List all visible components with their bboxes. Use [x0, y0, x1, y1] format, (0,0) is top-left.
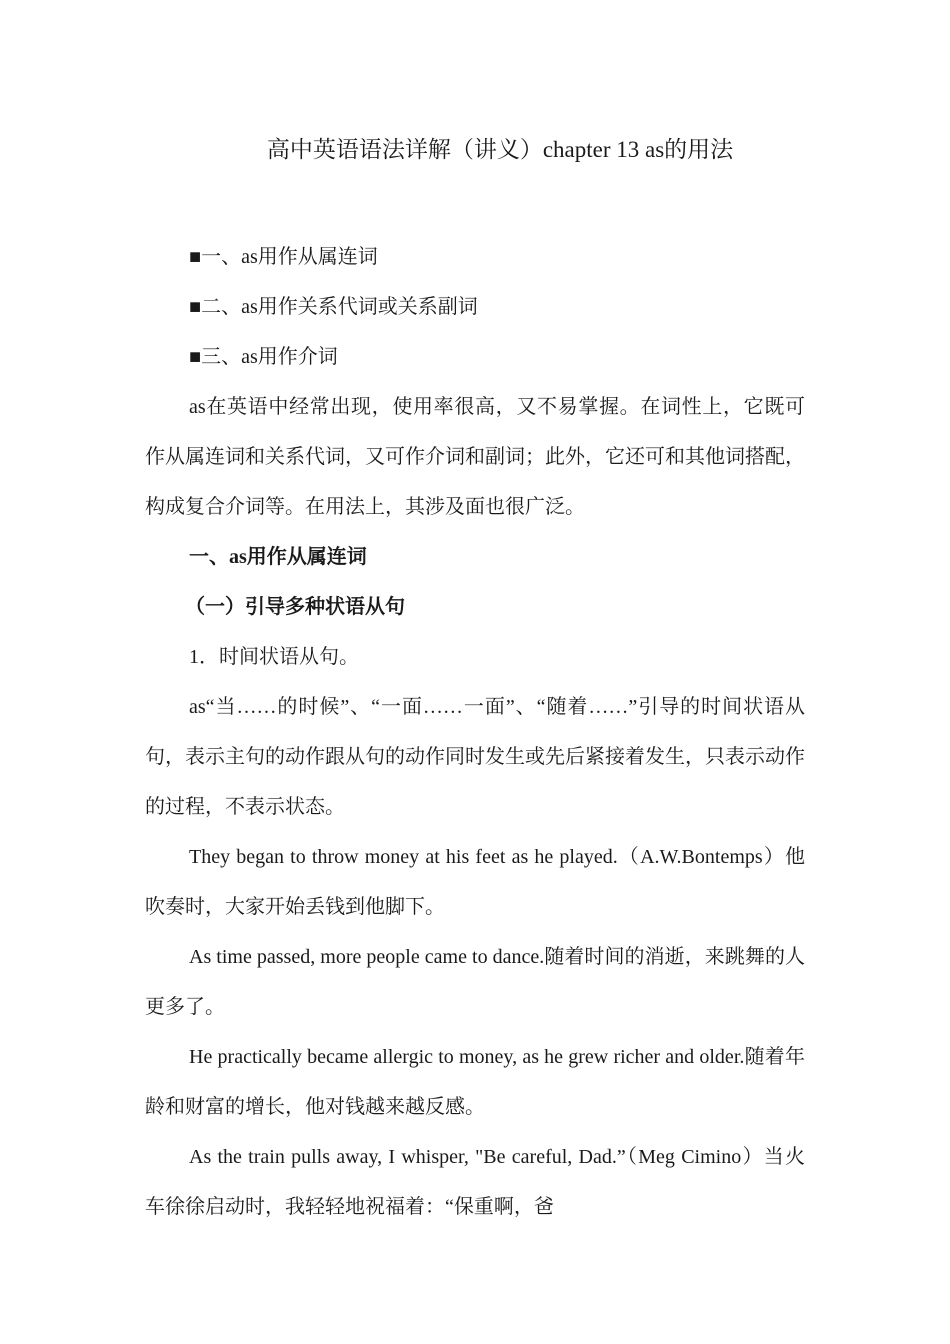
example-paragraph: As time passed, more people came to dance.随着时间的消逝，来跳舞的人更多了。	[145, 946, 805, 1018]
section-heading: 一、as用作从属连词	[189, 546, 367, 568]
example-paragraph: They began to throw money at his feet as he played.（A.W.Bontemps）他吹奏时，大家开始丢钱到他脚下。	[145, 846, 805, 918]
document-title: 高中英语语法详解（讲义）chapter 13 as的用法	[266, 137, 734, 162]
document-body	[145, 232, 805, 1232]
intro-paragraph: as在英语中经常出现，使用率很高，又不易掌握。在词性上，它既可作从属连词和关系代词，又可作介词和副词；此外，它还可和其他词搭配，构成复合介词等。在用法上，其涉及面也很广泛。	[145, 396, 805, 518]
example-paragraph: He practically became allergic to money, as he grew richer and older.随着年龄和财富的增长，他对钱越来越反感。	[145, 1046, 805, 1118]
subsection-heading: （一）引导多种状语从句	[185, 596, 405, 618]
toc-item-3: ■三、as用作介词	[189, 346, 338, 368]
item-explanation: as“当……的时候”、“一面……一面”、“随着……”引导的时间状语从句，表示主句的动作跟从句的动作同时发生或先后紧接着发生，只表示动作的过程，不表示状态。	[145, 696, 805, 818]
toc-item-2: ■二、as用作关系代词或关系副词	[189, 296, 478, 318]
example-paragraph: As the train pulls away, I whisper, "Be careful, Dad.”（Meg Cimino）当火车徐徐启动时，我轻轻地祝福着：“保重啊，爸	[145, 1146, 805, 1218]
item-heading: 1．时间状语从句。	[189, 646, 359, 668]
toc-item-1: ■一、as用作从属连词	[189, 246, 378, 268]
